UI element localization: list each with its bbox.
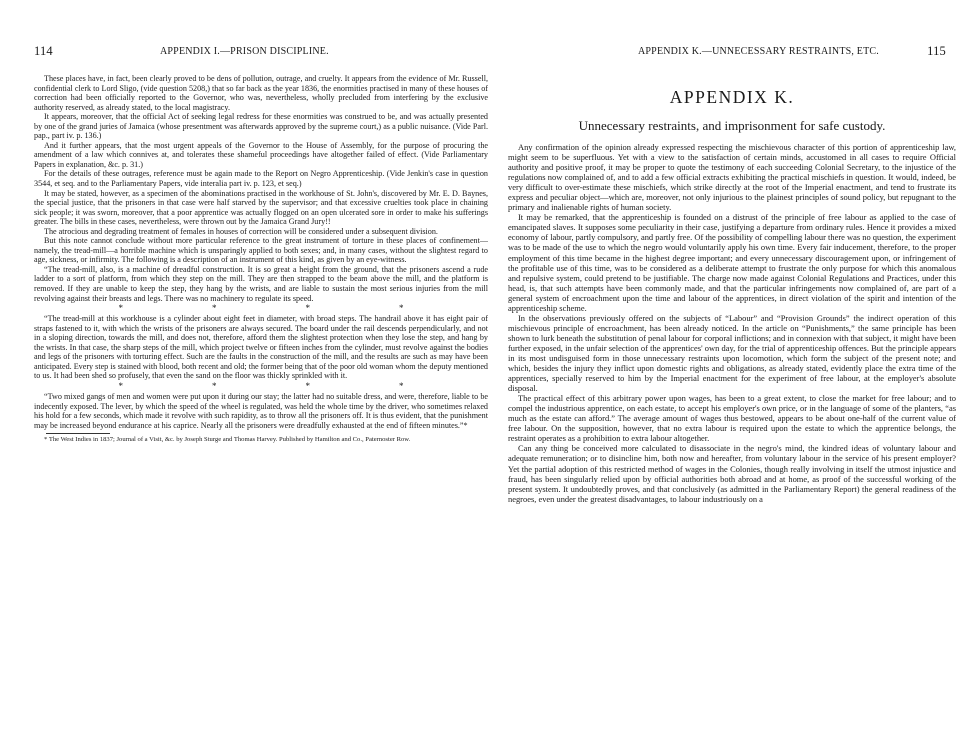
appendix-subheading: Unnecessary restraints, and imprisonment for safe custody. (578, 118, 886, 133)
paragraph: But this note cannot conclude without more particular reference to the great instrument of torture in these places of confinement—namely, the tread-mill—a horrible machine which is unsparingly applied to both sexes; and, in many cases, without the slightest regard to age, sickness, or infirmity. The following is a description of an instrument of this kind, as given by an eye-witness. (34, 236, 488, 265)
star-mark: * (305, 303, 310, 314)
left-running-head (34, 46, 472, 60)
paragraph: Any confirmation of the opinion already expressed respecting the mischievous character of this portion of apprenticeship law, might seem to be superfluous. Yet with a view to the satisfaction of certain minds, accustomed in all cases to require Official authority and positive proof, it may be proper to quote the testimony of each succeeding Colonial Secretary, to the injustice of the regulations now complained of, and to add a few official extracts exhibiting the practical mischiefs in question. It would, indeed, be very difficult to over-estimate these mischiefs, which strike directly at the root of the Imperial enactment, and tend to frustrate its express and peculiar object—which are, moreover, not only injurious to the plainest principles of sound policy, but repugnant to the primary and inalienable rights of human society. (508, 142, 956, 213)
appendix-heading: APPENDIX K. (669, 87, 795, 107)
star-mark: * (399, 303, 404, 314)
left-page-number: 114 (34, 44, 53, 58)
paragraph: These places have, in fact, been clearly proved to be dens of pollution, outrage, and cruelty. It appears from the evidence of Mr. Russell, confidential clerk to Lord Sligo, (vide question 5208,) that so far back as the year 1836, the enormities practised in many of these houses of correction had been officially reported to the Governor, who was, nevertheless, wholly precluded from interfering by the exclusive authority reserved, as already stated, to the local magistracy. (34, 74, 488, 112)
star-mark: * (212, 303, 217, 314)
right-page-number: 115 (927, 44, 946, 58)
star-mark: * (399, 380, 404, 391)
right-page (490, 0, 980, 729)
paragraph: The atrocious and degrading treatment of females in houses of correction will be considered under a subsequent division. (44, 226, 438, 236)
star-mark: * (212, 380, 217, 391)
ellipsis-stars (34, 382, 488, 391)
right-page-body (508, 86, 956, 709)
footnote-rule (46, 433, 110, 434)
right-running-head (508, 46, 946, 60)
paragraph: It may be remarked, that the apprenticeship is founded on a distrust of the principle of free labour as applied to the case of emancipated slaves. It supposes some peculiarity in their case, justifying a departure from ordinary rules. Hence it provides a mixed economy of labour, partly compulsory, and partly free. Of the possibility of compelling labour there was no question, the experiment was to be made of the use to which the negro would voluntarily apply his own time. Every fair inducement, therefore, to the proper employment of this time became in the highest degree important; and every unnecessary discouragement upon, or infringement of the profitable use of this time, was to be considered as a deliberate attempt to frustrate the only purpose for which this anomalous and repulsive system, could pretend to be justifiable. The charge now made against Colonial Regulations and Practices, under this head, is, that such attempts have been commonly made, and that the particular infringements now complained of, are part of a general system of encroachment upon the time and labour of the apprentices, in direct violation of the spirit and intention of the apprenticeship scheme. (508, 212, 956, 313)
paragraph: It appears, moreover, that the official Act of seeking legal redress for these enormities was construed to be, and was actually presented by one of the grand juries of Jamaica (whose presentment was afterwards approved by the supreme court,) as a public nuisance. (Vide Parl. pap., part iv. p. 136.) (34, 112, 488, 141)
paragraph: “The tread-mill, also, is a machine of dreadful construction. It is so great a height from the ground, that the prisoners ascend a rude ladder to a sort of platform, from which they step on the mill. They are then strapped to the beam above the mill, and the platform is removed. If they are unable to keep the step, they hang by the wrists, and are liable to sustain the most serious injuries from the mill revolving against their breasts and legs. There was no machinery to regulate its speed. (34, 264, 488, 303)
footnote: * The West Indies in 1837; Journal of a Visit, &c. by Joseph Sturge and Thomas Harvey. Published by Hamilton and Co., Paternoster Row. (44, 436, 411, 444)
ellipsis-stars (34, 304, 488, 313)
paragraph: Can any thing be conceived more calculated to disassociate in the negro's mind, the kindred ideas of voluntary labour and adequate remuneration; or to disincline him, both now and hereafter, from voluntary labour in the service of his present employer? Yet the partial adoption of this restricted method of wages in the Colonies, though really involving in itself the utmost injustice and fraud, has been singularly relied upon by official authorities both abroad and at home, as proof of the successful working of the present system. It undoubtedly proves, and that conclusively (as admitted in the Parliamentary Report) the general readiness of the negroes, even under the greatest disadvantages, to labour industriously on a (508, 443, 956, 504)
left-running-title: APPENDIX I.—PRISON DISCIPLINE. (160, 46, 329, 57)
star-mark: * (305, 380, 310, 391)
paragraph: In the observations previously offered on the subjects of “Labour” and “Provision Grounds” the indirect operation of this mischievous principle of encroachment, has been already noticed. In the article on “Punishments,” the same principle has been shown to lurk beneath the substitution of penal labour for corporal inflictions; and in connexion with that subject, it might have been further exposed, in the unfair selection of the apprentices' own day, for the trial of apprenticeship offences. But the principle appears in its most undisguised form in those unnecessary restraints upon locomotion, which form the subject of the present note; and which, besides the injury they inflict upon domestic rights and obligations, as already stated, evidently place the extra time of the apprentices, specially reserved to him by the Imperial enactment for the experiment of free labour, at the employer's absolute disposal. (508, 312, 956, 394)
star-mark: * (118, 380, 123, 391)
left-page-body (34, 74, 488, 709)
right-running-title: APPENDIX K.—UNNECESSARY RESTRAINTS, ETC. (638, 46, 879, 57)
paragraph: And it further appears, that the most urgent appeals of the Governor to the House of Assembly, for the purpose of procuring the amendment of a law which connives at, and tolerates these shameful proceedings have altogether failed of effect. (Vide Parliamentary Papers in explanation, &c. p. 31.) (34, 140, 488, 169)
paragraph: For the details of these outrages, reference must be again made to the Report on Negro Apprenticeship. (Vide Jenkin's case in question 3544, et seq. and to the Parliamentary Papers, vide interalia part iv. p. 123, et seq.) (34, 169, 488, 189)
paragraph: The practical effect of this arbitrary power upon wages, has been to a great extent, to close the market for free labour; and to compel the industrious apprentice, on each estate, to accept his employer's own price, or in the language of some of the planters, “as much as the estate can afford.” The average amount of wages thus bestowed, appears to be about one-half of the current value of free labour. On the supposition, however, that no extra labour is required upon the estate to which the apprentice belongs, the restraint operates as a prohibition to extra labour altogether. (508, 393, 956, 444)
paragraph: “Two mixed gangs of men and women were put upon it during our stay; the latter had no suitable dress, and were, therefore, liable to be indecently exposed. The lever, by which the speed of the wheel is regulated, was held the whole time by the driver, who sometimes relaxed his hold for a few seconds, which made it revolve with such rapidity, as to throw all the prisoners off. It is thus evident, that the punishment may be increased beyond endurance at his caprice. Nearly all the prisoners were dreadfully exhausted at the end of fifteen minutes.”* (34, 391, 488, 430)
paragraph: It may be stated, however, as a specimen of the abominations practised in the workhouse of St. John's, discovered by Mr. E. D. Baynes, the special justice, that the prisoners in that case were half starved by the supervisor; and that excessive cruelties took place in chaining sick people; it was sworn, moreover, that a poor apprentice was actually flogged on an open ulcerated sore in order to make his sufferings greater. The bills in these cases, nevertheless, were thrown out by the Jamaica Grand Jury!! (34, 188, 488, 227)
paragraph: “The tread-mill at this workhouse is a cylinder about eight feet in diameter, with broad steps. The handrail above it has eight pair of straps fastened to it, with which the wrists of the prisoners are always secured. The board under the rail descends perpendicularly, and not in a sloping direction, towards the mill, and does not, therefore, afford them the slightest protection when they lose the step, and hang by the wrists. In that case, the sharp steps of the mill, which project twelve or fifteen inches from the cylinder, must revolve against the bodies and legs of the prisoners with torturing effect. Such are the faults in the construction of the mill, and the results are such as may have been anticipated. Every step is stained with blood, both recent and old; the former being that of the poor old woman whom the deputy mentioned to us. It had been shed so profusely, that even the sand on the floor was thickly sprinkled with it. (34, 314, 488, 381)
star-mark: * (118, 303, 123, 314)
